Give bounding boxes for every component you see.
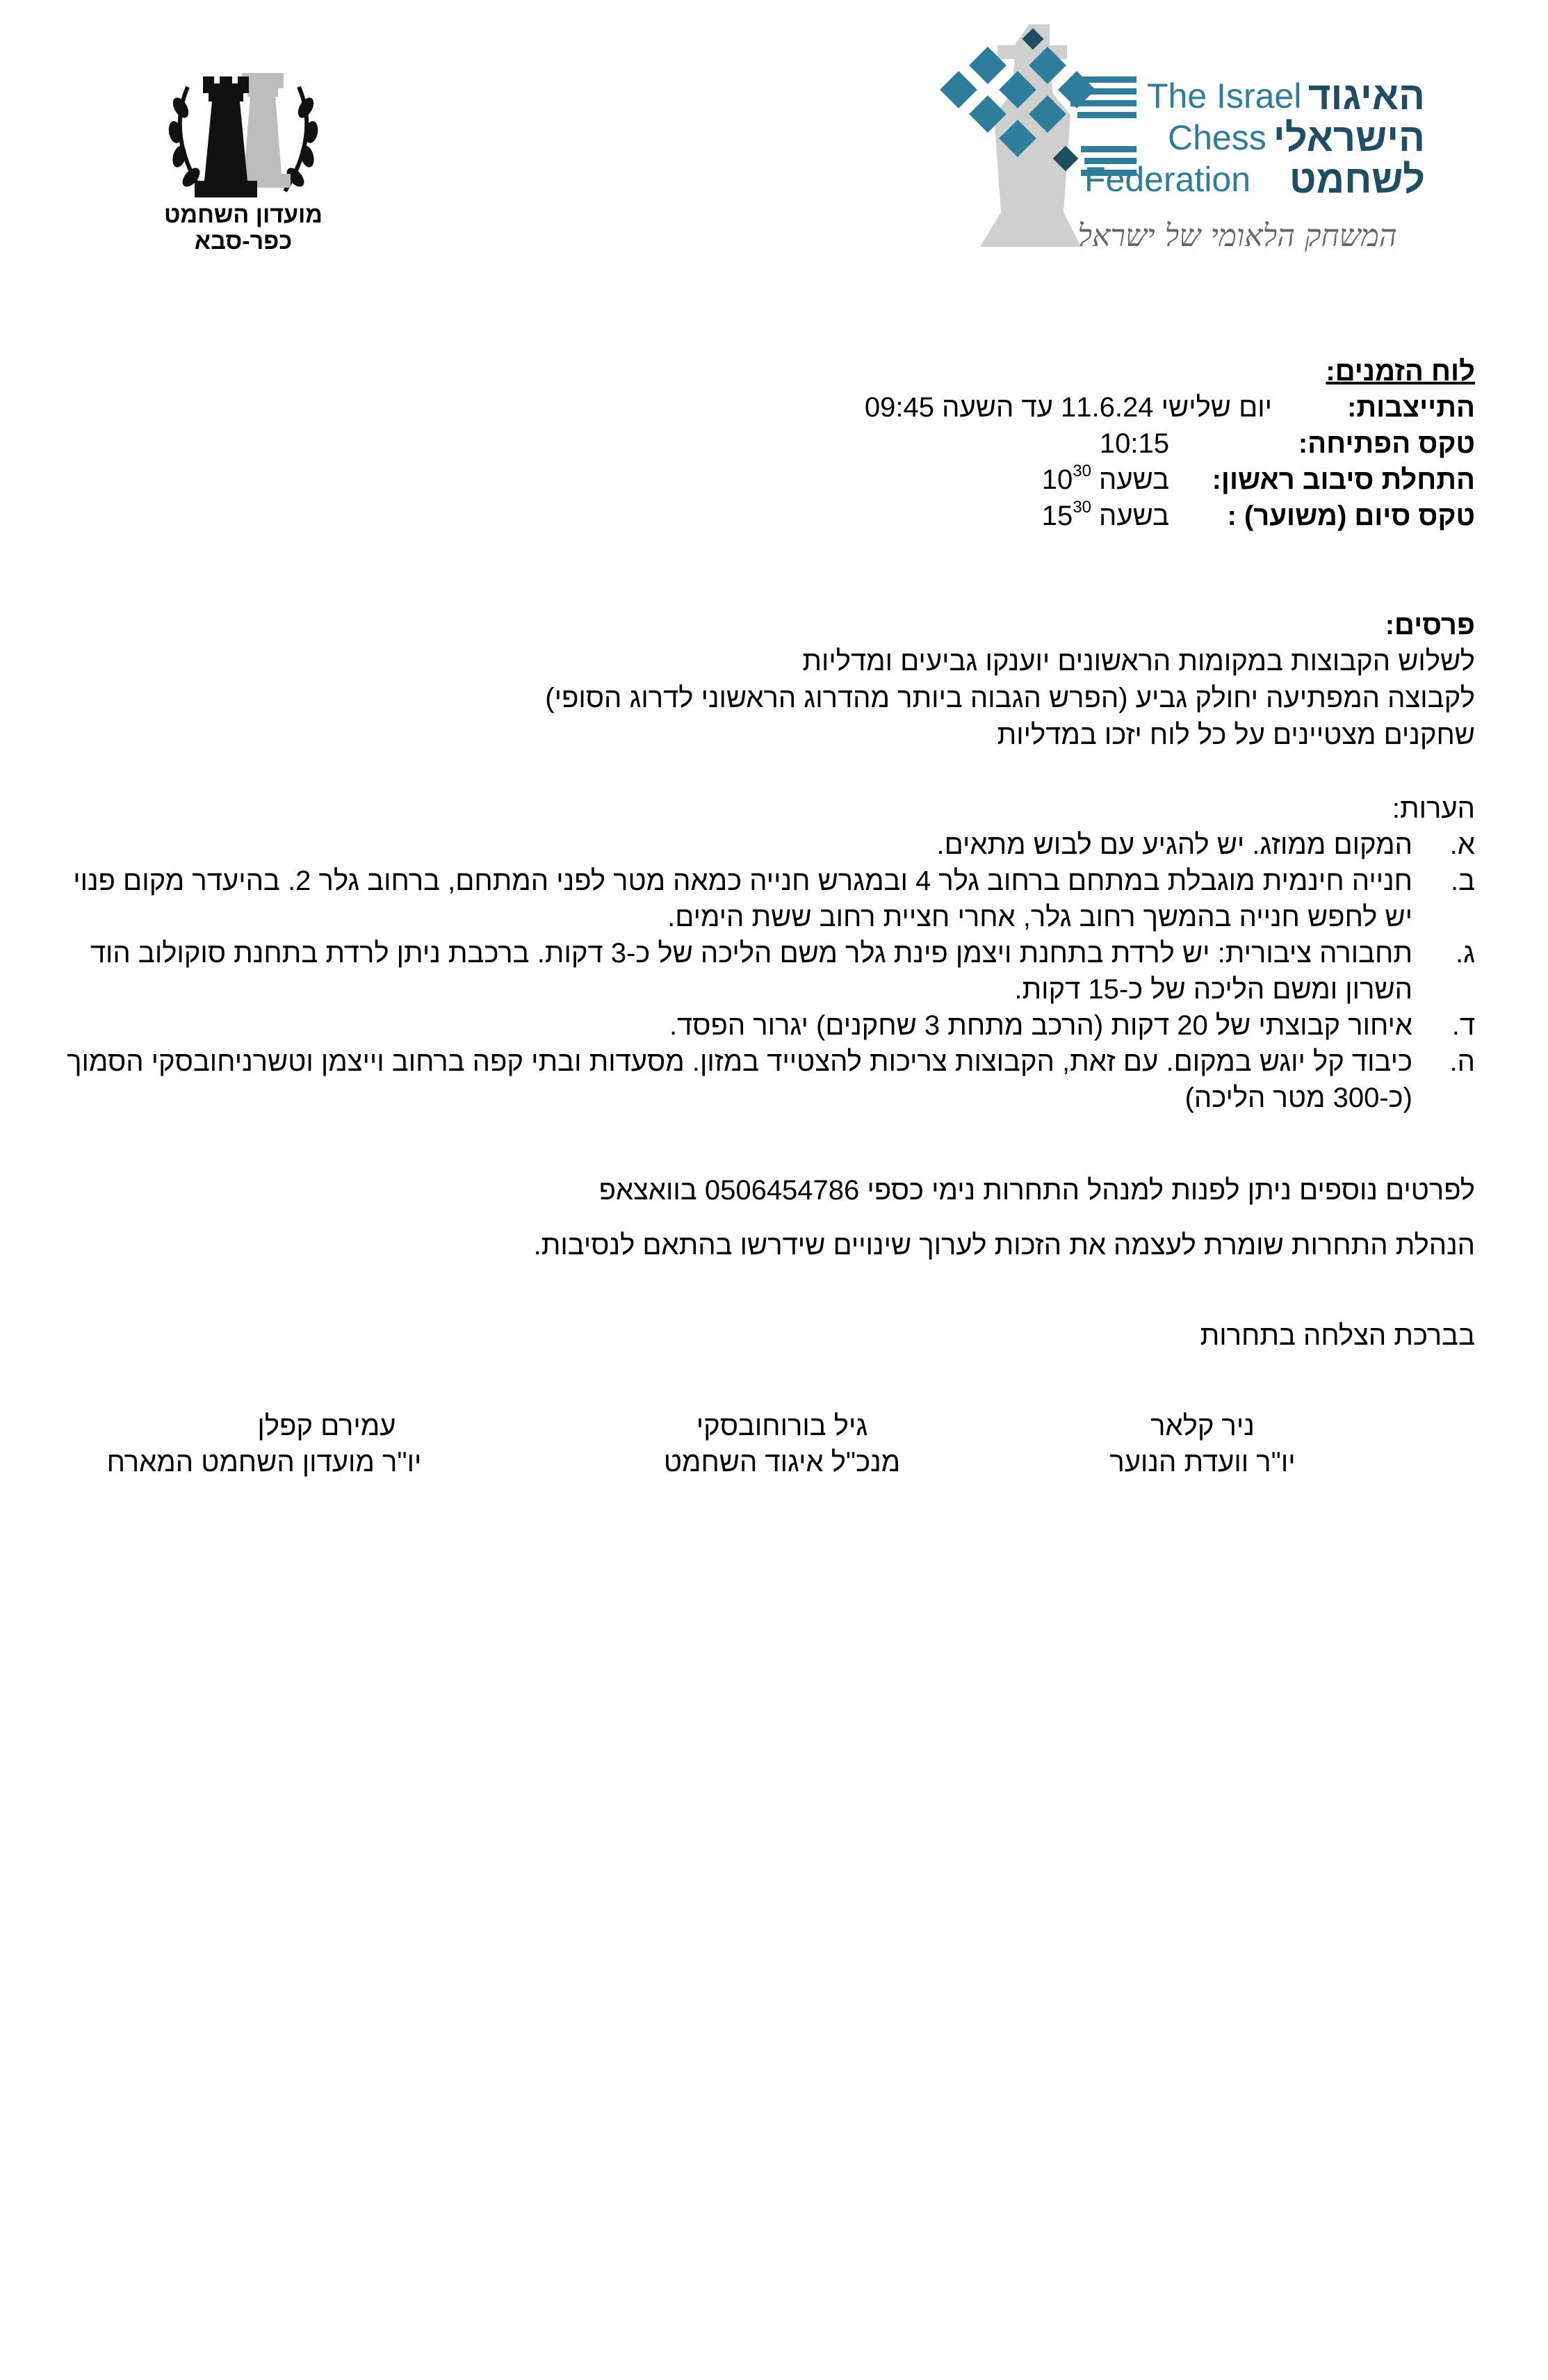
note-text: איחור קבוצתי של 20 דקות (הרכב מתחת 3 שחקנים) יגרור הפסד.: [669, 1010, 1412, 1041]
federation-he-line2: הישראלי: [1273, 115, 1425, 159]
schedule-value: 10:15: [1099, 428, 1169, 459]
prizes-heading: פרסים:: [1385, 610, 1475, 640]
federation-en-line1: The Israel: [1147, 76, 1302, 115]
note-letter: ב.: [1450, 866, 1475, 896]
note-text: תחבורה ציבורית: יש לרדת בתחנת ויצמן פינת גלר משם הליכה של כ-3 דקות. ברכבת ניתן לרדת בתחנת סוקולוב הוד השרון ומשם הליכה של כ-15 דקות.: [90, 938, 1412, 1005]
note-letter: א.: [1449, 829, 1475, 860]
signature-title: יו"ר וועדת הנוער: [1109, 1447, 1296, 1478]
federation-slogan: המשחק הלאומי של ישראל: [1077, 218, 1397, 254]
schedule-heading: לוח הזמנים:: [1326, 356, 1475, 387]
federation-he-line1: האיגוד: [1307, 74, 1425, 118]
schedule-row-closing: [502, 498, 1475, 534]
schedule-row-opening: [502, 426, 1475, 462]
note-item: [43, 863, 1475, 935]
schedule-row-first-round: [502, 462, 1475, 498]
signature-title: מנכ"ל איגוד השחמט: [663, 1447, 901, 1478]
signature-title: יו"ר מועדון השחמט המארח: [106, 1447, 422, 1478]
schedule-row-checkin: [502, 389, 1475, 426]
note-letter: ג.: [1455, 938, 1475, 969]
note-letter: ה.: [1449, 1046, 1475, 1077]
signature-name: עמירם קפלן: [257, 1411, 396, 1441]
rook-wreath-icon: [160, 59, 327, 212]
federation-en-line2: Chess: [1168, 118, 1266, 157]
schedule-label: התייצבות:: [1347, 392, 1475, 423]
note-text: כיבוד קל יוגש במקום. עם זאת, הקבוצות צריכות להצטייד במזון. מסעדות ובתי קפה ברחוב וייצמן וטשרניחובסקי הסמוך (כ-300 מטר הליכה): [67, 1046, 1412, 1113]
contact-line: לפרטים נוספים ניתן לפנות למנהל התחרות נימי כספי 0506454786 בוואצאפ: [598, 1175, 1475, 1206]
club-name-line1: מועדון השחמט: [164, 202, 323, 228]
schedule-value: בשעה $10^{30}$: [1041, 461, 1169, 495]
note-item: [43, 827, 1475, 863]
prize-line: לשלוש הקבוצות במקומות הראשונים יוענקו גביעים ומדליות: [802, 646, 1475, 677]
note-text: המקום ממוזג. יש להגיע עם לבוש מתאים.: [936, 829, 1412, 860]
federation-he-line3: לשחמט: [1289, 157, 1425, 201]
federation-logo: [931, 10, 1432, 275]
schedule-value: יום שלישי 11.6.24 עד השעה 09:45: [864, 392, 1272, 423]
notes-heading: הערות:: [1392, 793, 1475, 824]
club-logo: [160, 59, 327, 261]
schedule-label: טקס הפתיחה:: [1298, 428, 1475, 459]
signature-name: גיל בורוחובסקי: [696, 1411, 868, 1441]
signature-name: ניר קלאר: [1150, 1411, 1255, 1441]
prize-line: שחקנים מצטיינים על כל לוח יזכו במדליות: [997, 720, 1475, 750]
closing-line: בברכת הצלחה בתחרות: [1200, 1320, 1475, 1351]
schedule-value: בשעה $15^{30}$: [1041, 497, 1169, 531]
schedule-label: טקס סיום (משוער) :: [1227, 501, 1475, 531]
note-item: [43, 935, 1475, 1007]
disclaimer-line: הנהלת התחרות שומרת לעצמה את הזכות לערוך שינויים שידרשו בהתאם לנסיבות.: [533, 1230, 1475, 1261]
note-text: חנייה חינמית מוגבלת במתחם ברחוב גלר 4 ובמגרש חנייה כמאה מטר לפני המתחם, ברחוב גלר 2. בהיעדר מקום פנוי יש לחפש חנייה בהמשך רחוב גלר, אחרי חציית רחוב ששת הימים.: [73, 866, 1412, 932]
note-item: [43, 1044, 1475, 1116]
note-item: [43, 1007, 1475, 1044]
federation-en-line3: Federation: [1084, 160, 1251, 199]
prize-line: לקבוצה המפתיעה יחולק גביע (הפרש הגבוה ביותר מהדרוג הראשוני לדרוג הסופי): [545, 683, 1475, 713]
club-name-line2: כפר-סבא: [194, 228, 293, 254]
note-letter: ד.: [1451, 1010, 1475, 1041]
schedule-label: התחלת סיבוב ראשון:: [1212, 464, 1475, 495]
